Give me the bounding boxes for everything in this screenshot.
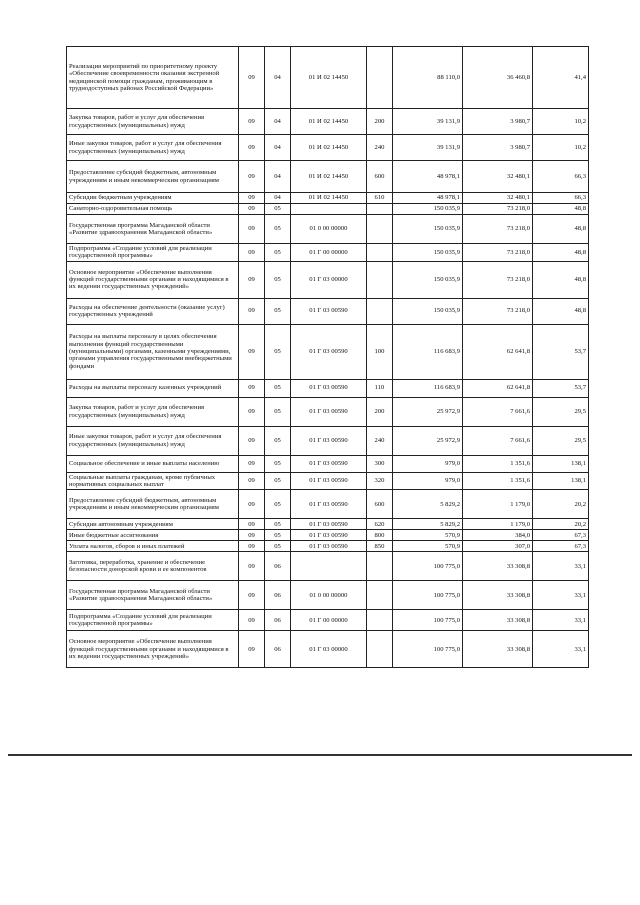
expense-name-cell: Реализация мероприятий по приоритетному проекту «Обеспечение своевременности оказания экстренной медицинской помощи гражданам, проживающим в труднодоступных районах Российской Федерации»	[67, 47, 239, 109]
subsection-code-cell: 05	[265, 204, 291, 215]
execution-percent-cell: 67,3	[533, 530, 589, 541]
planned-amount-cell: 570,9	[393, 530, 463, 541]
planned-amount-cell: 25 972,9	[393, 426, 463, 455]
section-code-cell: 09	[239, 397, 265, 426]
target-article-cell: 01 Г 03 00590	[291, 455, 367, 472]
expense-name-cell: Уплата налогов, сборов и иных платежей	[67, 541, 239, 552]
section-code-cell: 09	[239, 379, 265, 397]
execution-percent-cell: 20,2	[533, 490, 589, 519]
expense-name-cell: Иные закупки товаров, работ и услуг для обеспечения государственных (муниципальных) нужд	[67, 135, 239, 161]
expense-name-cell: Иные закупки товаров, работ и услуг для обеспечения государственных (муниципальных) нужд	[67, 426, 239, 455]
expense-type-cell: 240	[367, 135, 393, 161]
subsection-code-cell: 05	[265, 490, 291, 519]
subsection-code-cell: 04	[265, 135, 291, 161]
subsection-code-cell: 05	[265, 244, 291, 262]
expense-type-cell: 200	[367, 109, 393, 135]
execution-percent-cell: 10,2	[533, 135, 589, 161]
expense-type-cell	[367, 215, 393, 244]
planned-amount-cell: 570,9	[393, 541, 463, 552]
table-row	[67, 193, 589, 204]
subsection-code-cell: 04	[265, 161, 291, 193]
target-article-cell	[291, 204, 367, 215]
table-row	[67, 244, 589, 262]
planned-amount-cell: 150 035,9	[393, 244, 463, 262]
execution-percent-cell: 66,3	[533, 161, 589, 193]
expense-name-cell: Основное мероприятие «Обеспечение выполнения функций государственными органами и находящимися в их ведении государственных учреждений»	[67, 631, 239, 668]
planned-amount-cell: 100 775,0	[393, 552, 463, 581]
planned-amount-cell: 150 035,9	[393, 215, 463, 244]
target-article-cell: 01 Г 00 00000	[291, 610, 367, 631]
table-row	[67, 397, 589, 426]
actual-amount-cell: 307,0	[463, 541, 533, 552]
expense-type-cell: 300	[367, 455, 393, 472]
actual-amount-cell: 33 308,8	[463, 552, 533, 581]
section-code-cell: 09	[239, 581, 265, 610]
target-article-cell: 01 0 00 00000	[291, 215, 367, 244]
actual-amount-cell: 73 218,0	[463, 261, 533, 298]
execution-percent-cell: 138,1	[533, 472, 589, 490]
subsection-code-cell: 05	[265, 426, 291, 455]
expense-name-cell: Закупка товаров, работ и услуг для обеспечения государственных (муниципальных) нужд	[67, 109, 239, 135]
subsection-code-cell: 05	[265, 379, 291, 397]
actual-amount-cell: 384,0	[463, 530, 533, 541]
expense-name-cell: Основное мероприятие «Обеспечение выполнения функций государственными органами и находящимися в их ведении государственных учреждений»	[67, 261, 239, 298]
execution-percent-cell: 66,3	[533, 193, 589, 204]
planned-amount-cell: 116 683,9	[393, 379, 463, 397]
expense-name-cell: Закупка товаров, работ и услуг для обеспечения государственных (муниципальных) нужд	[67, 397, 239, 426]
actual-amount-cell: 3 980,7	[463, 135, 533, 161]
subsection-code-cell: 06	[265, 581, 291, 610]
expense-type-cell: 600	[367, 161, 393, 193]
target-article-cell: 01 И 02 14450	[291, 193, 367, 204]
execution-percent-cell: 48,8	[533, 244, 589, 262]
planned-amount-cell: 150 035,9	[393, 204, 463, 215]
subsection-code-cell: 04	[265, 109, 291, 135]
execution-percent-cell: 138,1	[533, 455, 589, 472]
subsection-code-cell: 05	[265, 261, 291, 298]
expense-name-cell: Заготовка, переработка, хранение и обеспечение безопасности донорской крови и ее компонентов	[67, 552, 239, 581]
subsection-code-cell: 04	[265, 47, 291, 109]
expense-name-cell: Иные бюджетные ассигнования	[67, 530, 239, 541]
target-article-cell: 01 Г 03 00000	[291, 261, 367, 298]
subsection-code-cell: 06	[265, 552, 291, 581]
execution-percent-cell: 33,1	[533, 631, 589, 668]
table-row	[67, 161, 589, 193]
actual-amount-cell: 73 218,0	[463, 204, 533, 215]
planned-amount-cell: 979,0	[393, 472, 463, 490]
target-article-cell: 01 Г 03 00590	[291, 397, 367, 426]
subsection-code-cell: 06	[265, 610, 291, 631]
expense-type-cell: 200	[367, 397, 393, 426]
table-row	[67, 426, 589, 455]
section-code-cell: 09	[239, 610, 265, 631]
expense-name-cell: Государственная программа Магаданской области «Развитие здравоохранения Магаданской области»	[67, 215, 239, 244]
subsection-code-cell: 05	[265, 324, 291, 379]
expense-type-cell: 320	[367, 472, 393, 490]
budget-table	[66, 46, 589, 668]
target-article-cell: 01 Г 03 00590	[291, 472, 367, 490]
execution-percent-cell: 10,2	[533, 109, 589, 135]
expense-type-cell: 110	[367, 379, 393, 397]
target-article-cell: 01 Г 03 00590	[291, 298, 367, 324]
section-code-cell: 09	[239, 490, 265, 519]
table-row	[67, 47, 589, 109]
expense-name-cell: Социальные выплаты гражданам, кроме публичных нормативных социальных выплат	[67, 472, 239, 490]
subsection-code-cell: 05	[265, 397, 291, 426]
execution-percent-cell: 53,7	[533, 324, 589, 379]
table-row	[67, 135, 589, 161]
actual-amount-cell: 73 218,0	[463, 298, 533, 324]
expense-type-cell	[367, 47, 393, 109]
target-article-cell: 01 И 02 14450	[291, 109, 367, 135]
target-article-cell: 01 И 02 14450	[291, 161, 367, 193]
section-code-cell: 09	[239, 455, 265, 472]
expense-type-cell	[367, 631, 393, 668]
target-article-cell: 01 Г 03 00590	[291, 426, 367, 455]
actual-amount-cell: 32 480,1	[463, 193, 533, 204]
execution-percent-cell: 48,8	[533, 261, 589, 298]
actual-amount-cell: 3 980,7	[463, 109, 533, 135]
target-article-cell: 01 Г 03 00590	[291, 324, 367, 379]
execution-percent-cell: 20,2	[533, 519, 589, 530]
expense-name-cell: Государственная программа Магаданской области «Развитие здравоохранения Магаданской области»	[67, 581, 239, 610]
table-row	[67, 581, 589, 610]
table-row	[67, 472, 589, 490]
expense-name-cell: Расходы на выплаты персоналу в целях обеспечения выполнения функций государственными (муниципальными) органами, казенными учреждениями, органами управления государственными внебюджетными фондами	[67, 324, 239, 379]
planned-amount-cell: 48 978,1	[393, 193, 463, 204]
target-article-cell: 01 Г 03 00590	[291, 530, 367, 541]
expense-name-cell: Социальное обеспечение и иные выплаты населению	[67, 455, 239, 472]
planned-amount-cell: 88 110,0	[393, 47, 463, 109]
actual-amount-cell: 33 308,8	[463, 581, 533, 610]
execution-percent-cell: 29,5	[533, 397, 589, 426]
execution-percent-cell: 33,1	[533, 610, 589, 631]
expense-name-cell: Субсидии автономным учреждениям	[67, 519, 239, 530]
expense-type-cell	[367, 552, 393, 581]
table-row	[67, 610, 589, 631]
execution-percent-cell: 41,4	[533, 47, 589, 109]
actual-amount-cell: 1 179,0	[463, 490, 533, 519]
table-row	[67, 109, 589, 135]
actual-amount-cell: 1 351,6	[463, 455, 533, 472]
section-code-cell: 09	[239, 631, 265, 668]
actual-amount-cell: 33 308,8	[463, 631, 533, 668]
section-code-cell: 09	[239, 204, 265, 215]
section-code-cell: 09	[239, 324, 265, 379]
execution-percent-cell: 33,1	[533, 581, 589, 610]
table-row	[67, 298, 589, 324]
target-article-cell: 01 Г 03 00000	[291, 631, 367, 668]
expense-type-cell	[367, 204, 393, 215]
actual-amount-cell: 32 480,1	[463, 161, 533, 193]
section-code-cell: 09	[239, 261, 265, 298]
section-code-cell: 09	[239, 298, 265, 324]
expense-type-cell	[367, 581, 393, 610]
section-code-cell: 09	[239, 541, 265, 552]
execution-percent-cell: 29,5	[533, 426, 589, 455]
target-article-cell: 01 Г 03 00590	[291, 490, 367, 519]
target-article-cell: 01 Г 03 00590	[291, 519, 367, 530]
expense-type-cell: 600	[367, 490, 393, 519]
expense-type-cell: 610	[367, 193, 393, 204]
planned-amount-cell: 39 131,9	[393, 109, 463, 135]
actual-amount-cell: 73 218,0	[463, 215, 533, 244]
section-code-cell: 09	[239, 109, 265, 135]
subsection-code-cell: 04	[265, 193, 291, 204]
section-code-cell: 09	[239, 552, 265, 581]
actual-amount-cell: 7 661,6	[463, 397, 533, 426]
planned-amount-cell: 100 775,0	[393, 581, 463, 610]
planned-amount-cell: 25 972,9	[393, 397, 463, 426]
subsection-code-cell: 05	[265, 472, 291, 490]
table-row	[67, 519, 589, 530]
planned-amount-cell: 48 978,1	[393, 161, 463, 193]
target-article-cell: 01 0 00 00000	[291, 581, 367, 610]
expense-type-cell: 240	[367, 426, 393, 455]
table-row	[67, 455, 589, 472]
planned-amount-cell: 5 829,2	[393, 490, 463, 519]
subsection-code-cell: 06	[265, 631, 291, 668]
section-code-cell: 09	[239, 519, 265, 530]
table-row	[67, 379, 589, 397]
target-article-cell: 01 И 02 14450	[291, 135, 367, 161]
expense-type-cell: 800	[367, 530, 393, 541]
actual-amount-cell: 36 460,8	[463, 47, 533, 109]
subsection-code-cell: 05	[265, 215, 291, 244]
subsection-code-cell: 05	[265, 530, 291, 541]
expense-name-cell: Санаторно-оздоровительная помощь	[67, 204, 239, 215]
table-row	[67, 541, 589, 552]
expense-name-cell: Подпрограмма «Создание условий для реализации государственной программы»	[67, 610, 239, 631]
expense-type-cell: 100	[367, 324, 393, 379]
planned-amount-cell: 979,0	[393, 455, 463, 472]
section-code-cell: 09	[239, 530, 265, 541]
execution-percent-cell: 48,8	[533, 298, 589, 324]
subsection-code-cell: 05	[265, 455, 291, 472]
target-article-cell: 01 И 02 14450	[291, 47, 367, 109]
actual-amount-cell: 62 641,8	[463, 379, 533, 397]
planned-amount-cell: 39 131,9	[393, 135, 463, 161]
section-code-cell: 09	[239, 47, 265, 109]
section-code-cell: 09	[239, 244, 265, 262]
table-body	[67, 47, 589, 668]
execution-percent-cell: 53,7	[533, 379, 589, 397]
expense-type-cell	[367, 610, 393, 631]
table-row	[67, 631, 589, 668]
section-code-cell: 09	[239, 193, 265, 204]
section-code-cell: 09	[239, 426, 265, 455]
planned-amount-cell: 5 829,2	[393, 519, 463, 530]
actual-amount-cell: 7 661,6	[463, 426, 533, 455]
expense-type-cell	[367, 244, 393, 262]
subsection-code-cell: 05	[265, 519, 291, 530]
execution-percent-cell: 67,3	[533, 541, 589, 552]
actual-amount-cell: 1 351,6	[463, 472, 533, 490]
planned-amount-cell: 100 775,0	[393, 610, 463, 631]
target-article-cell: 01 Г 03 00590	[291, 379, 367, 397]
expense-name-cell: Предоставление субсидий бюджетным, автономным учреждениям и иным некоммерческим организациям	[67, 490, 239, 519]
expense-name-cell: Расходы на обеспечение деятельности (оказание услуг) государственных учреждений	[67, 298, 239, 324]
actual-amount-cell: 33 308,8	[463, 610, 533, 631]
planned-amount-cell: 150 035,9	[393, 298, 463, 324]
target-article-cell: 01 Г 00 00000	[291, 244, 367, 262]
subsection-code-cell: 05	[265, 541, 291, 552]
table-row	[67, 552, 589, 581]
section-code-cell: 09	[239, 472, 265, 490]
execution-percent-cell: 48,8	[533, 204, 589, 215]
table-row	[67, 215, 589, 244]
expense-type-cell	[367, 261, 393, 298]
execution-percent-cell: 48,8	[533, 215, 589, 244]
expense-type-cell: 850	[367, 541, 393, 552]
table-row	[67, 324, 589, 379]
actual-amount-cell: 1 179,0	[463, 519, 533, 530]
expense-type-cell	[367, 298, 393, 324]
section-code-cell: 09	[239, 161, 265, 193]
expense-name-cell: Предоставление субсидий бюджетным, автономным учреждениям и иным некоммерческим организациям	[67, 161, 239, 193]
table-row	[67, 204, 589, 215]
expense-type-cell: 620	[367, 519, 393, 530]
expense-name-cell: Расходы на выплаты персоналу казенных учреждений	[67, 379, 239, 397]
actual-amount-cell: 73 218,0	[463, 244, 533, 262]
section-code-cell: 09	[239, 215, 265, 244]
section-code-cell: 09	[239, 135, 265, 161]
subsection-code-cell: 05	[265, 298, 291, 324]
planned-amount-cell: 100 775,0	[393, 631, 463, 668]
target-article-cell: 01 Г 03 00590	[291, 541, 367, 552]
table-row	[67, 490, 589, 519]
table-row	[67, 261, 589, 298]
page-divider	[8, 754, 632, 756]
expense-name-cell: Подпрограмма «Создание условий для реализации государственной программы»	[67, 244, 239, 262]
target-article-cell	[291, 552, 367, 581]
execution-percent-cell: 33,1	[533, 552, 589, 581]
table-row	[67, 530, 589, 541]
actual-amount-cell: 62 641,8	[463, 324, 533, 379]
expense-name-cell: Субсидии бюджетным учреждениям	[67, 193, 239, 204]
planned-amount-cell: 116 683,9	[393, 324, 463, 379]
planned-amount-cell: 150 035,9	[393, 261, 463, 298]
